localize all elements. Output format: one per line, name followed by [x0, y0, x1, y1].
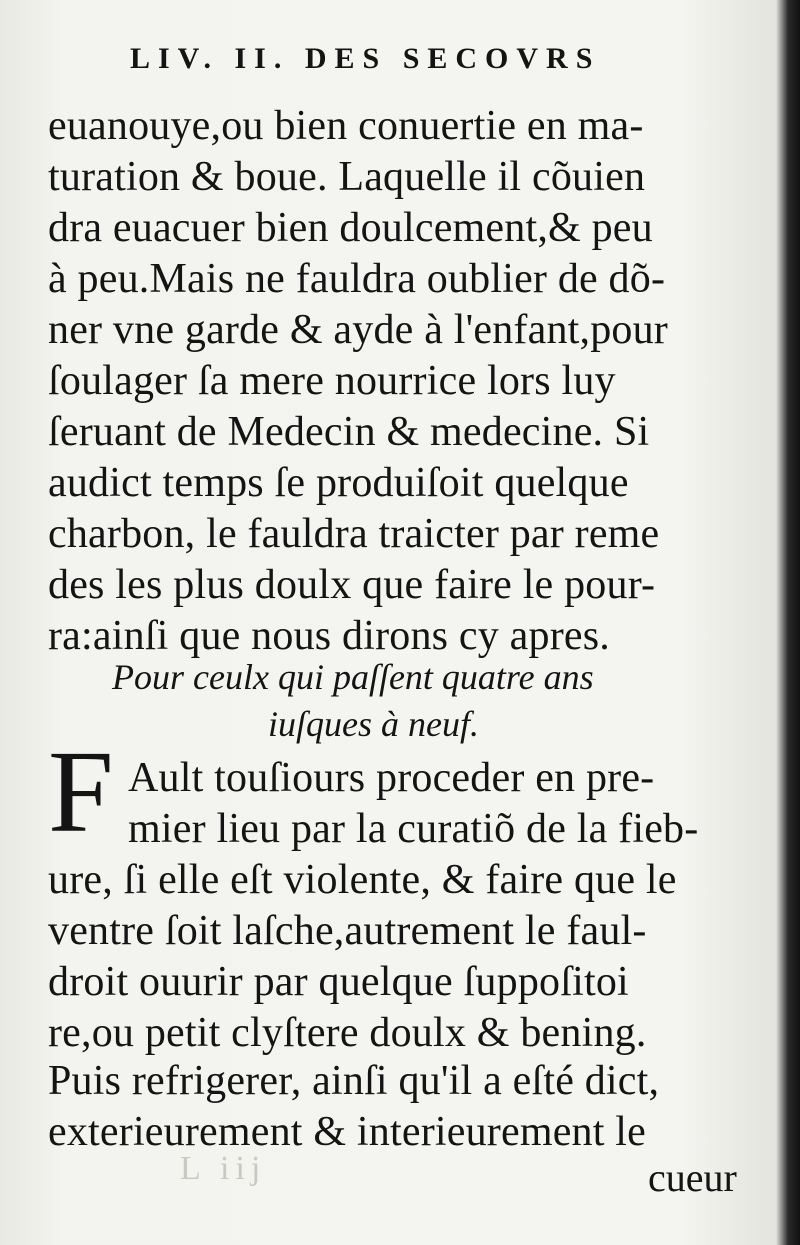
text-line: charbon, le fauldra traicter par reme [48, 511, 660, 557]
catchword: cueur [648, 1155, 737, 1200]
text-line: dra euacuer bien doulcement,& peu [48, 205, 653, 251]
text-line: Puis refrigerer, ainſi qu'il a eſté dict, [48, 1058, 660, 1104]
text-line: turation & boue. Laquelle il cõuien [48, 154, 646, 200]
text-line: ventre ſoit laſche,autrement le faul- [48, 908, 647, 954]
text-line: euanouye,ou bien conuertie en ma- [48, 103, 644, 149]
text-line: droit ouurir par quelque ſuppoſitoi [48, 959, 629, 1005]
text-line: des les plus doulx que faire le pour- [48, 562, 656, 608]
drop-cap: F [48, 726, 114, 857]
text-line: mier lieu par la curatiõ de la fieb- [128, 806, 699, 852]
text-line: ure, ſi elle eſt violente, & faire que le [48, 857, 677, 903]
text-line: exterieurement & interieurement le [48, 1109, 647, 1155]
signature-mark: L iij [180, 1150, 267, 1187]
text-line: ſeruant de Medecin & medecine. Si [48, 409, 650, 455]
text-line: re,ou petit clyſtere doulx & bening. [48, 1010, 647, 1056]
text-line: audict temps ſe produiſoit quelque [48, 460, 629, 506]
section-heading-line-1: Pour ceulx qui paſſent quatre ans [112, 657, 594, 697]
running-header: LIV. II. DES SECOVRS [130, 42, 601, 75]
text-line: Ault touſiours proceder en pre- [128, 755, 655, 801]
text-line: à peu.Mais ne fauldra oublier de dõ- [48, 256, 666, 302]
section-heading-line-2: iuſques à neuf. [268, 704, 479, 744]
text-line: ſoulager ſa mere nourrice lors luy [48, 358, 616, 404]
text-line: ra:ainſi que nous dirons cy apres. [48, 613, 610, 659]
text-line: ner vne garde & ayde à l'enfant,pour [48, 307, 668, 353]
